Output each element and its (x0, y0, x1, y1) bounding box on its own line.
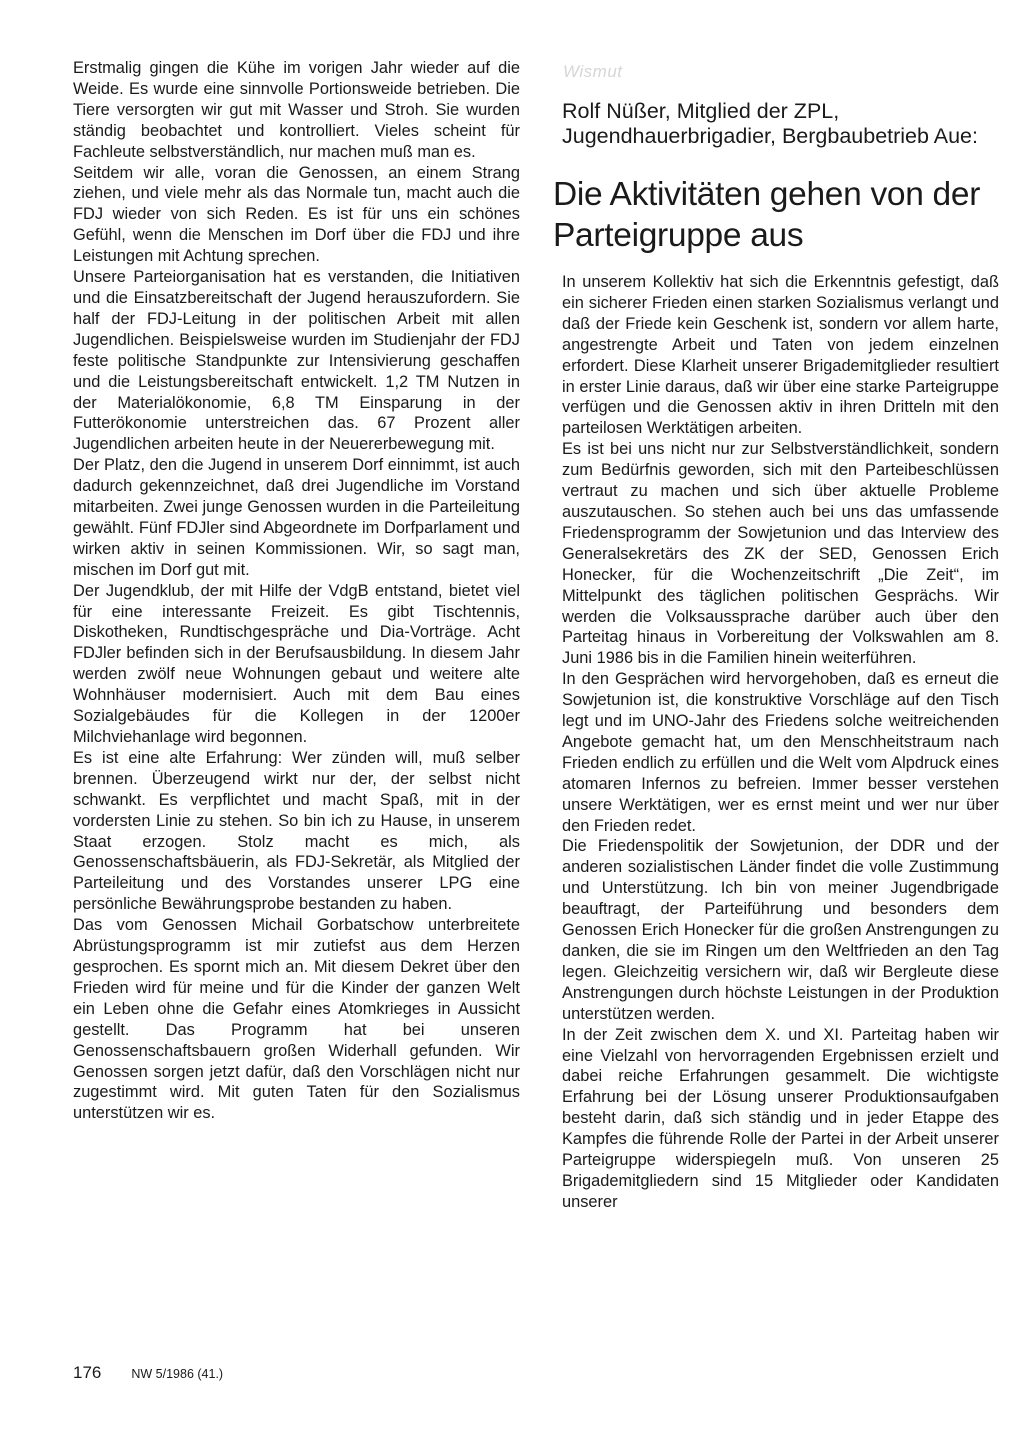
right-paragraph-5: In der Zeit zwischen dem X. und XI. Parteitag haben wir eine Vielzahl von hervorragenden Ergebnissen erzielt und dabei reiche Erfahrungen gesammelt. Die wichtigste Erfahrung bei der Lösung unserer Produktionsaufgaben besteht darin, daß sich ständig und in jeder Etappe des Kampfes die führende Rolle der Partei in der Arbeit unserer Parteigruppe widerspiegeln muß. Von unseren 25 Brigademitgliedern sind 15 Mitglieder oder Kandidaten unserer (562, 1025, 999, 1211)
right-paragraph-4: Die Friedenspolitik der Sowjetunion, der DDR und der anderen sozialistischen Länder findet die volle Zustimmung und Unterstützung. Ich bin von meiner Jugendbrigade beauftragt, der Parteiführung und besonders dem Genossen Erich Honecker für die großen Anstrengungen zu danken, die sie im Ringen um den Weltfrieden an den Tag legen. Gleichzeitig versichern wir, daß wir Bergleute diese Anstrengungen durch höchste Leistungen in der Produktion unterstützen werden. (562, 837, 999, 1023)
right-paragraph-1: In unserem Kollektiv hat sich die Erkenntnis gefestigt, daß ein sicherer Frieden einen starken Sozialismus verlangt und daß der Friede kein Geschenk ist, sondern vor allem harte, angestrengte Arbeit und Taten von jedem einzelnen erfordert. Diese Klarheit unserer Brigademitglieder resultiert in erster Linie daraus, daß wir über eine starke Parteigruppe verfügen und die Genossen aktiv in ihren Dritteln mit den parteilosen Werktätigen arbeiten. (562, 273, 999, 438)
left-paragraph-5: Der Jugendklub, der mit Hilfe der VdgB entstand, bietet viel für eine interessante Freizeit. Es gibt Tischtennis, Diskotheken, Rundtischgespräche und Dia-Vorträge. Acht FDJler befinden sich in der Berufsausbildung. In diesem Jahr werden zwölf neue Wohnungen gebaut und weitere alte Wohnhäuser modernisiert. Auch mit dem Bau eines Sozialgebäudes für die Kollegen in der 1200er Milchviehanlage wird begonnen. (73, 581, 520, 746)
left-paragraph-4: Der Platz, den die Jugend in unserem Dorf einnimmt, ist auch dadurch gekennzeichnet, daß drei Jugendliche im Vorstand mitarbeiten. Zwei junge Genossen wurden in die Parteileitung gewählt. Fünf FDJler sind Abgeordnete im Dorfparlament und wirken aktiv in seinen Kommissionen. Wir, so sagt man, mischen im Dorf gut mit. (73, 456, 520, 579)
right-paragraph-2: Es ist bei uns nicht nur zur Selbstverständlichkeit, sondern zum Bedürfnis geworden, sich mit den Parteibeschlüssen vertraut zu machen und sich über aktuelle Probleme auszutauschen. So stehen auch bei uns das umfassende Friedensprogramm der Sowjetunion und das Interview des Generalsekretärs des ZK der SED, Genossen Erich Honecker, für die Wochenzeitschrift „Die Zeit“, im Mittelpunkt des täglichen politischen Gesprächs. Wir werden die Volksaussprache darüber auch über den Parteitag hinaus in Vorbereitung der Volkswahlen am 8. Juni 1986 bis in die Familien hinein weiterführen. (562, 440, 999, 668)
article-byline: Rolf Nüßer, Mitglied der ZPL, Jugendhauerbrigadier, Bergbaubetrieb Aue: (562, 99, 978, 148)
right-paragraph-3: In den Gesprächen wird hervorgehoben, daß es erneut die Sowjetunion ist, die konstruktive Vorschläge auf den Tisch legt und im UNO-Jahr des Friedens solche weitreichenden Angebote gemacht hat, um den Menschheitstraum nach Frieden endlich zu erfüllen und die Welt vom Alpdruck eines atomaren Infernos zu befreien. Immer besser verstehen unsere Werktätigen, wer es ernst meint und wer nur über den Frieden redet. (562, 670, 999, 835)
right-column (562, 272, 999, 1213)
left-paragraph-6: Es ist eine alte Erfahrung: Wer zünden will, muß selber brennen. Überzeugend wirkt nur der, der selbst nicht schwankt. Es verpflichtet und macht Spaß, mit in der vordersten Linie zu stehen. So bin ich zu Hause, in unserem Staat erzogen. Stolz macht es mich, als Genossenschaftsbäuerin, als FDJ-Sekretär, als Mitglied der Parteileitung und des Vorstandes unserer LPG eine persönliche Bewährungsprobe bestanden zu haben. (73, 748, 520, 914)
left-paragraph-7: Das vom Genossen Michail Gorbatschow unterbreitete Abrüstungsprogramm ist mir zutiefst aus dem Herzen gesprochen. Es spornt mich an. Mit diesem Dekret über den Frieden wird für meine und für die Kinder der ganzen Welt ein Leben ohne die Gefahr eines Atomkrieges in Aussicht gestellt. Das Programm hat bei unseren Genossenschaftsbauern großen Widerhall gefunden. Wir Genossen sorgen jetzt dafür, daß den Vorschlägen nicht nur zugestimmt wird. Mit guten Taten für den Sozialismus unterstützen wir es. (73, 916, 520, 1123)
issue-reference: NW 5/1986 (41.) (131, 1367, 224, 1381)
article-headline: Die Aktivitäten gehen von der Parteigruppe aus (553, 176, 981, 254)
left-paragraph-1: Erstmalig gingen die Kühe im vorigen Jahr wieder auf die Weide. Es wurde eine sinnvolle Portionsweide betrieben. Die Tiere versorgten wir gut mit Wasser und Stroh. Sie wurden ständig beobachtet und kontrolliert. Vieles scheint für Fachleute selbstverständlich, nur machen muß man es. (73, 59, 520, 161)
page-footer (73, 1363, 223, 1383)
left-column (73, 58, 520, 1124)
page-number: 176 (73, 1363, 102, 1382)
left-paragraph-2: Seitdem wir alle, voran die Genossen, an einem Strang ziehen, und viele mehr als das Normale tun, macht auch die FDJ wieder von sich Reden. Es ist für uns ein schönes Gefühl, wenn die Menschen im Dorf über die FDJ und ihre Leistungen mit Achtung sprechen. (73, 163, 520, 266)
left-paragraph-3: Unsere Parteiorganisation hat es verstanden, die Initiativen und die Einsatzbereitschaft der Jugend herauszufordern. Sie half der FDJ-Leitung in der politischen Arbeit mit allen Jugendlichen. Beispielsweise wurden im Studienjahr der FDJ feste politische Standpunkte zur Intensivierung geschaffen und die Leistungsbereitschaft entwickelt. 1,2 TM Nutzen in der Materialökonomie, 6,8 TM Einsparung in der Futterökonomie unterstreichen das. 67 Prozent aller Jugendlichen arbeiten heute in der Neuererbewegung mit. (73, 268, 520, 454)
section-kicker: Wismut (563, 62, 623, 81)
